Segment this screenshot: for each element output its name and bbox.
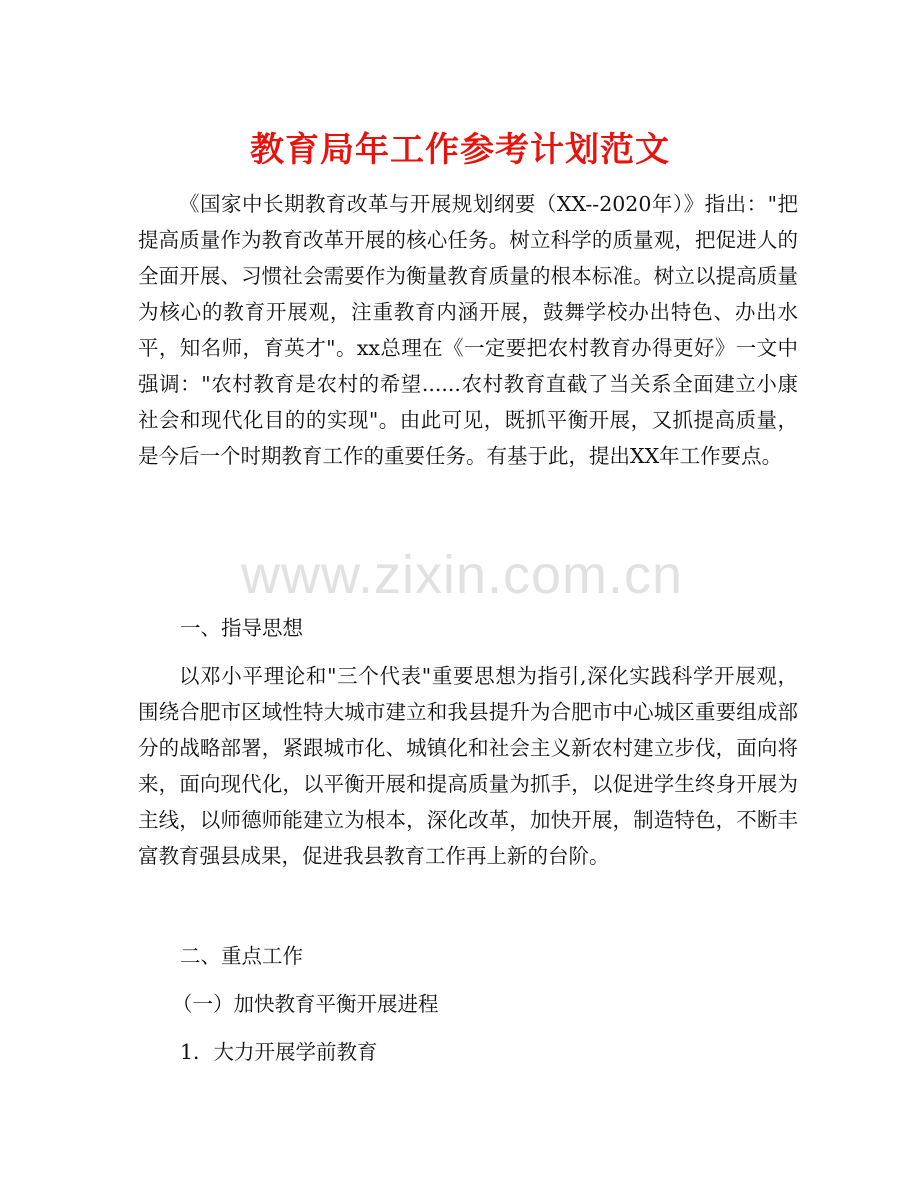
heading-subsection-1: （一）加快教育平衡开展进程 — [172, 992, 439, 1016]
heading-key-work: 二、重点工作 — [180, 944, 303, 968]
paragraph-guiding-thought: 以邓小平理论和"三个代表"重要思想为指引,深化实践科学开展观，围绕合肥市区域性特大城市建立和我县提升为合肥市中心城区重要组成部分的战略部署，紧跟城市化、城镇化和社会主义新农村建立步伐，面向将来，面向现代化，以平衡开展和提高质量为抓手，以促进学生终身开展为主线，以师德师能建立为根本，深化改革，加快开展，制造特色，不断丰富教育强县成果，促进我县教育工作再上新的台阶。 — [138, 664, 798, 868]
document-title: 教育局年工作参考计划范文 — [250, 130, 670, 170]
heading-item-1: 1．大力开展学前教育 — [180, 1040, 378, 1064]
intro-section — [138, 186, 798, 474]
watermark: www.zixin.com.cn — [240, 545, 684, 605]
guiding-thought-section — [138, 658, 798, 874]
heading-guiding-thought: 一、指导思想 — [180, 616, 303, 640]
paragraph-intro: 《国家中长期教育改革与开展规划纲要（XX--2020年）》指出："把提高质量作为教育改革开展的核心任务。树立科学的质量观，把促进人的全面开展、习惯社会需要作为衡量教育质量的根本标准。树立以提高质量为核心的教育开展观，注重教育内涵开展，鼓舞学校办出特色、办出水平，知名师，育英才"。xx总理在《一定要把农村教育办得更好》一文中强调："农村教育是农村的希望......农村教育直截了当关系全面建立小康社会和现代化目的的实现"。由此可见，既抓平衡开展，又抓提高质量，是今后一个时期教育工作的重要任务。有基于此，提出XX年工作要点。 — [138, 192, 798, 468]
